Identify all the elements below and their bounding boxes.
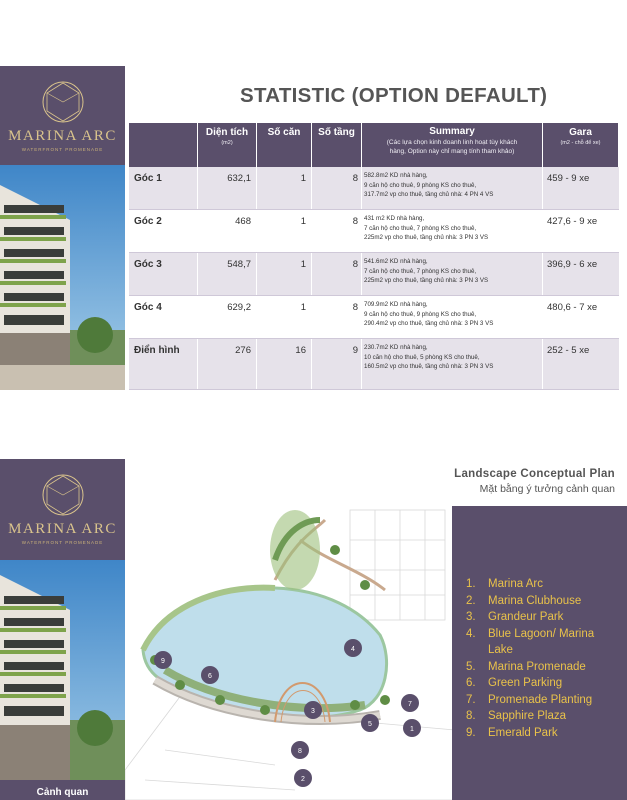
geodesic-logo-icon xyxy=(41,80,85,124)
brand-logo xyxy=(0,459,125,545)
row-units: 1 xyxy=(257,253,312,295)
header-summary-label: Summary xyxy=(429,126,475,137)
row-units: 16 xyxy=(257,339,312,389)
map-marker-label: 1 xyxy=(410,726,414,733)
legend-item xyxy=(466,659,594,676)
row-gara: 480,6 - 7 xe xyxy=(547,302,598,313)
brand-logo xyxy=(0,66,125,152)
geodesic-logo-icon xyxy=(41,473,85,517)
brand-name: MARINA ARC xyxy=(8,128,117,144)
table-row xyxy=(129,295,619,338)
banner-caption: Cảnh quan xyxy=(36,787,89,798)
row-area: 632,1 xyxy=(198,167,257,209)
summary-line: 541.6m2 KD nhà hàng, xyxy=(364,258,428,265)
legend-label: Marina Promenade xyxy=(488,660,586,673)
building-render-image xyxy=(0,560,125,800)
landscape-title-en: Landscape Conceptual Plan xyxy=(454,468,615,480)
header-area xyxy=(198,123,257,167)
landscape-title-vi: Mặt bằng ý tưởng cảnh quan xyxy=(479,483,615,495)
statistic-table xyxy=(129,123,619,390)
table-row xyxy=(129,167,619,209)
map-marker-9 xyxy=(154,651,172,669)
landscape-legend-list xyxy=(466,576,594,741)
legend-number: 4. xyxy=(466,627,476,640)
row-floors: 9 xyxy=(312,339,362,389)
header-floors: Số tầng xyxy=(312,123,362,167)
legend-number: 8. xyxy=(466,710,476,722)
table-row xyxy=(129,252,619,295)
legend-number: 1. xyxy=(466,578,476,590)
legend-label: Green Parking xyxy=(488,677,563,689)
header-gara xyxy=(543,123,619,167)
summary-line: 9 căn hộ cho thuê, 9 phòng KS cho thuê, xyxy=(364,181,477,189)
row-gara: 252 - 5 xe xyxy=(547,345,590,356)
header-area-unit: (m2) xyxy=(221,140,233,146)
row-units: 1 xyxy=(257,296,312,338)
legend-item xyxy=(466,708,594,725)
map-marker-label: 9 xyxy=(161,658,165,665)
map-marker-1 xyxy=(403,719,421,737)
row-summary xyxy=(362,296,543,338)
row-floors: 8 xyxy=(312,167,362,209)
map-marker-label: 8 xyxy=(298,748,302,755)
summary-line: 709.9m2 KD nhà hàng, xyxy=(364,301,428,308)
summary-line: 9 căn hộ cho thuê, 9 phòng KS cho thuê, xyxy=(364,310,477,318)
row-name: Góc 3 xyxy=(129,253,198,295)
legend-item xyxy=(466,692,594,709)
row-area: 468 xyxy=(198,210,257,252)
header-gara-label: Gara xyxy=(569,127,592,138)
row-summary xyxy=(362,210,543,252)
row-units: 1 xyxy=(257,210,312,252)
landscape-plan-map xyxy=(125,500,455,800)
legend-label-continued: Lake xyxy=(488,644,513,656)
summary-line: 225m2 vp cho thuê, tầng chủ nhà: 3 PN 3 VS xyxy=(364,234,489,241)
map-marker-label: 3 xyxy=(311,708,315,715)
row-name: Góc 2 xyxy=(129,210,198,252)
legend-number: 7. xyxy=(466,693,476,706)
header-units: Số căn xyxy=(257,123,312,167)
legend-label: Sapphire Plaza xyxy=(488,710,566,722)
map-marker-3 xyxy=(304,701,322,719)
map-marker-4 xyxy=(344,639,362,657)
legend-number: 6. xyxy=(466,677,476,689)
row-summary xyxy=(362,339,543,389)
statistic-title: STATISTIC (OPTION DEFAULT) xyxy=(240,84,548,107)
table-row xyxy=(129,209,619,252)
summary-line: 431 m2 KD nhà hàng, xyxy=(364,215,425,222)
summary-line: 7 căn hộ cho thuê, 7 phòng KS cho thuê, xyxy=(364,224,477,232)
header-summary-note-2: hàng, Option này chỉ mang tính tham khảo) xyxy=(389,147,515,155)
row-area: 548,7 xyxy=(198,253,257,295)
row-name: Góc 1 xyxy=(129,167,198,209)
header-summary-note-1: (Các lựa chọn kinh doanh linh hoạt tùy khách xyxy=(386,138,518,146)
legend-item xyxy=(466,725,594,742)
map-marker-2 xyxy=(294,769,312,787)
header-gara-unit: (m2 - chỗ để xe) xyxy=(560,140,601,146)
table-header-row xyxy=(129,123,619,167)
summary-line: 160.5m2 vp cho thuê, tầng chủ nhà: 3 PN 3 VS xyxy=(364,363,494,370)
row-gara: 396,9 - 6 xe xyxy=(547,259,598,270)
legend-item xyxy=(466,576,594,593)
map-marker-label: 7 xyxy=(408,701,412,708)
header-name xyxy=(129,123,198,167)
legend-label: Marina Arc xyxy=(488,578,543,590)
row-gara: 459 - 9 xe xyxy=(547,173,590,184)
map-marker-7 xyxy=(401,694,419,712)
table-row xyxy=(129,338,619,390)
side-banner-bottom xyxy=(0,459,125,800)
landscape-title xyxy=(454,468,615,495)
row-area: 276 xyxy=(198,339,257,389)
row-area: 629,2 xyxy=(198,296,257,338)
brand-tagline: WATERFRONT PROMENADE xyxy=(21,147,104,152)
header-area-label: Diện tích xyxy=(205,127,249,138)
legend-label: Emerald Park xyxy=(488,726,558,739)
legend-number: 5. xyxy=(466,660,476,673)
summary-line: 230.7m2 KD nhà hàng, xyxy=(364,344,428,351)
summary-line: 290.4m2 vp cho thuê, tầng chủ nhà: 3 PN 3 VS xyxy=(364,320,494,327)
map-marker-5 xyxy=(361,714,379,732)
row-floors: 8 xyxy=(312,253,362,295)
brand-tagline: WATERFRONT PROMENADE xyxy=(21,540,104,545)
legend-label: Grandeur Park xyxy=(488,611,564,623)
row-summary xyxy=(362,253,543,295)
legend-number: 3. xyxy=(466,611,476,623)
map-marker-label: 2 xyxy=(301,776,305,783)
legend-item xyxy=(466,593,594,610)
building-render-image xyxy=(0,165,125,390)
map-marker-label: 6 xyxy=(208,673,212,680)
map-marker-8 xyxy=(291,741,309,759)
header-summary xyxy=(362,123,543,167)
landscape-legend-panel xyxy=(452,506,627,800)
row-units: 1 xyxy=(257,167,312,209)
side-banner-top xyxy=(0,66,125,390)
brand-name: MARINA ARC xyxy=(8,521,117,537)
row-floors: 8 xyxy=(312,210,362,252)
row-name: Góc 4 xyxy=(129,296,198,338)
summary-line: 225m2 vp cho thuê, tầng chủ nhà: 3 PN 3 VS xyxy=(364,277,489,284)
summary-line: 582.8m2 KD nhà hàng, xyxy=(364,172,428,179)
legend-number: 2. xyxy=(466,594,476,607)
legend-label: Blue Lagoon/ Marina xyxy=(488,627,595,640)
summary-line: 317.7m2 vp cho thuê, tầng chủ nhà: 4 PN 4 VS xyxy=(364,191,494,198)
legend-label: Marina Clubhouse xyxy=(488,594,582,607)
row-summary xyxy=(362,167,543,209)
map-marker-label: 5 xyxy=(368,721,372,728)
summary-line: 7 căn hộ cho thuê, 7 phòng KS cho thuê, xyxy=(364,267,477,275)
legend-item xyxy=(466,675,594,692)
summary-line: 10 căn hộ cho thuê, 5 phòng KS cho thuê, xyxy=(364,353,480,361)
legend-number: 9. xyxy=(466,726,476,739)
map-marker-6 xyxy=(201,666,219,684)
legend-item xyxy=(466,609,594,626)
row-floors: 8 xyxy=(312,296,362,338)
map-marker-label: 4 xyxy=(351,646,355,653)
legend-label: Promenade Planting xyxy=(488,693,593,706)
row-name: Điển hình xyxy=(129,339,198,389)
row-gara: 427,6 - 9 xe xyxy=(547,216,598,227)
legend-item xyxy=(466,626,594,659)
